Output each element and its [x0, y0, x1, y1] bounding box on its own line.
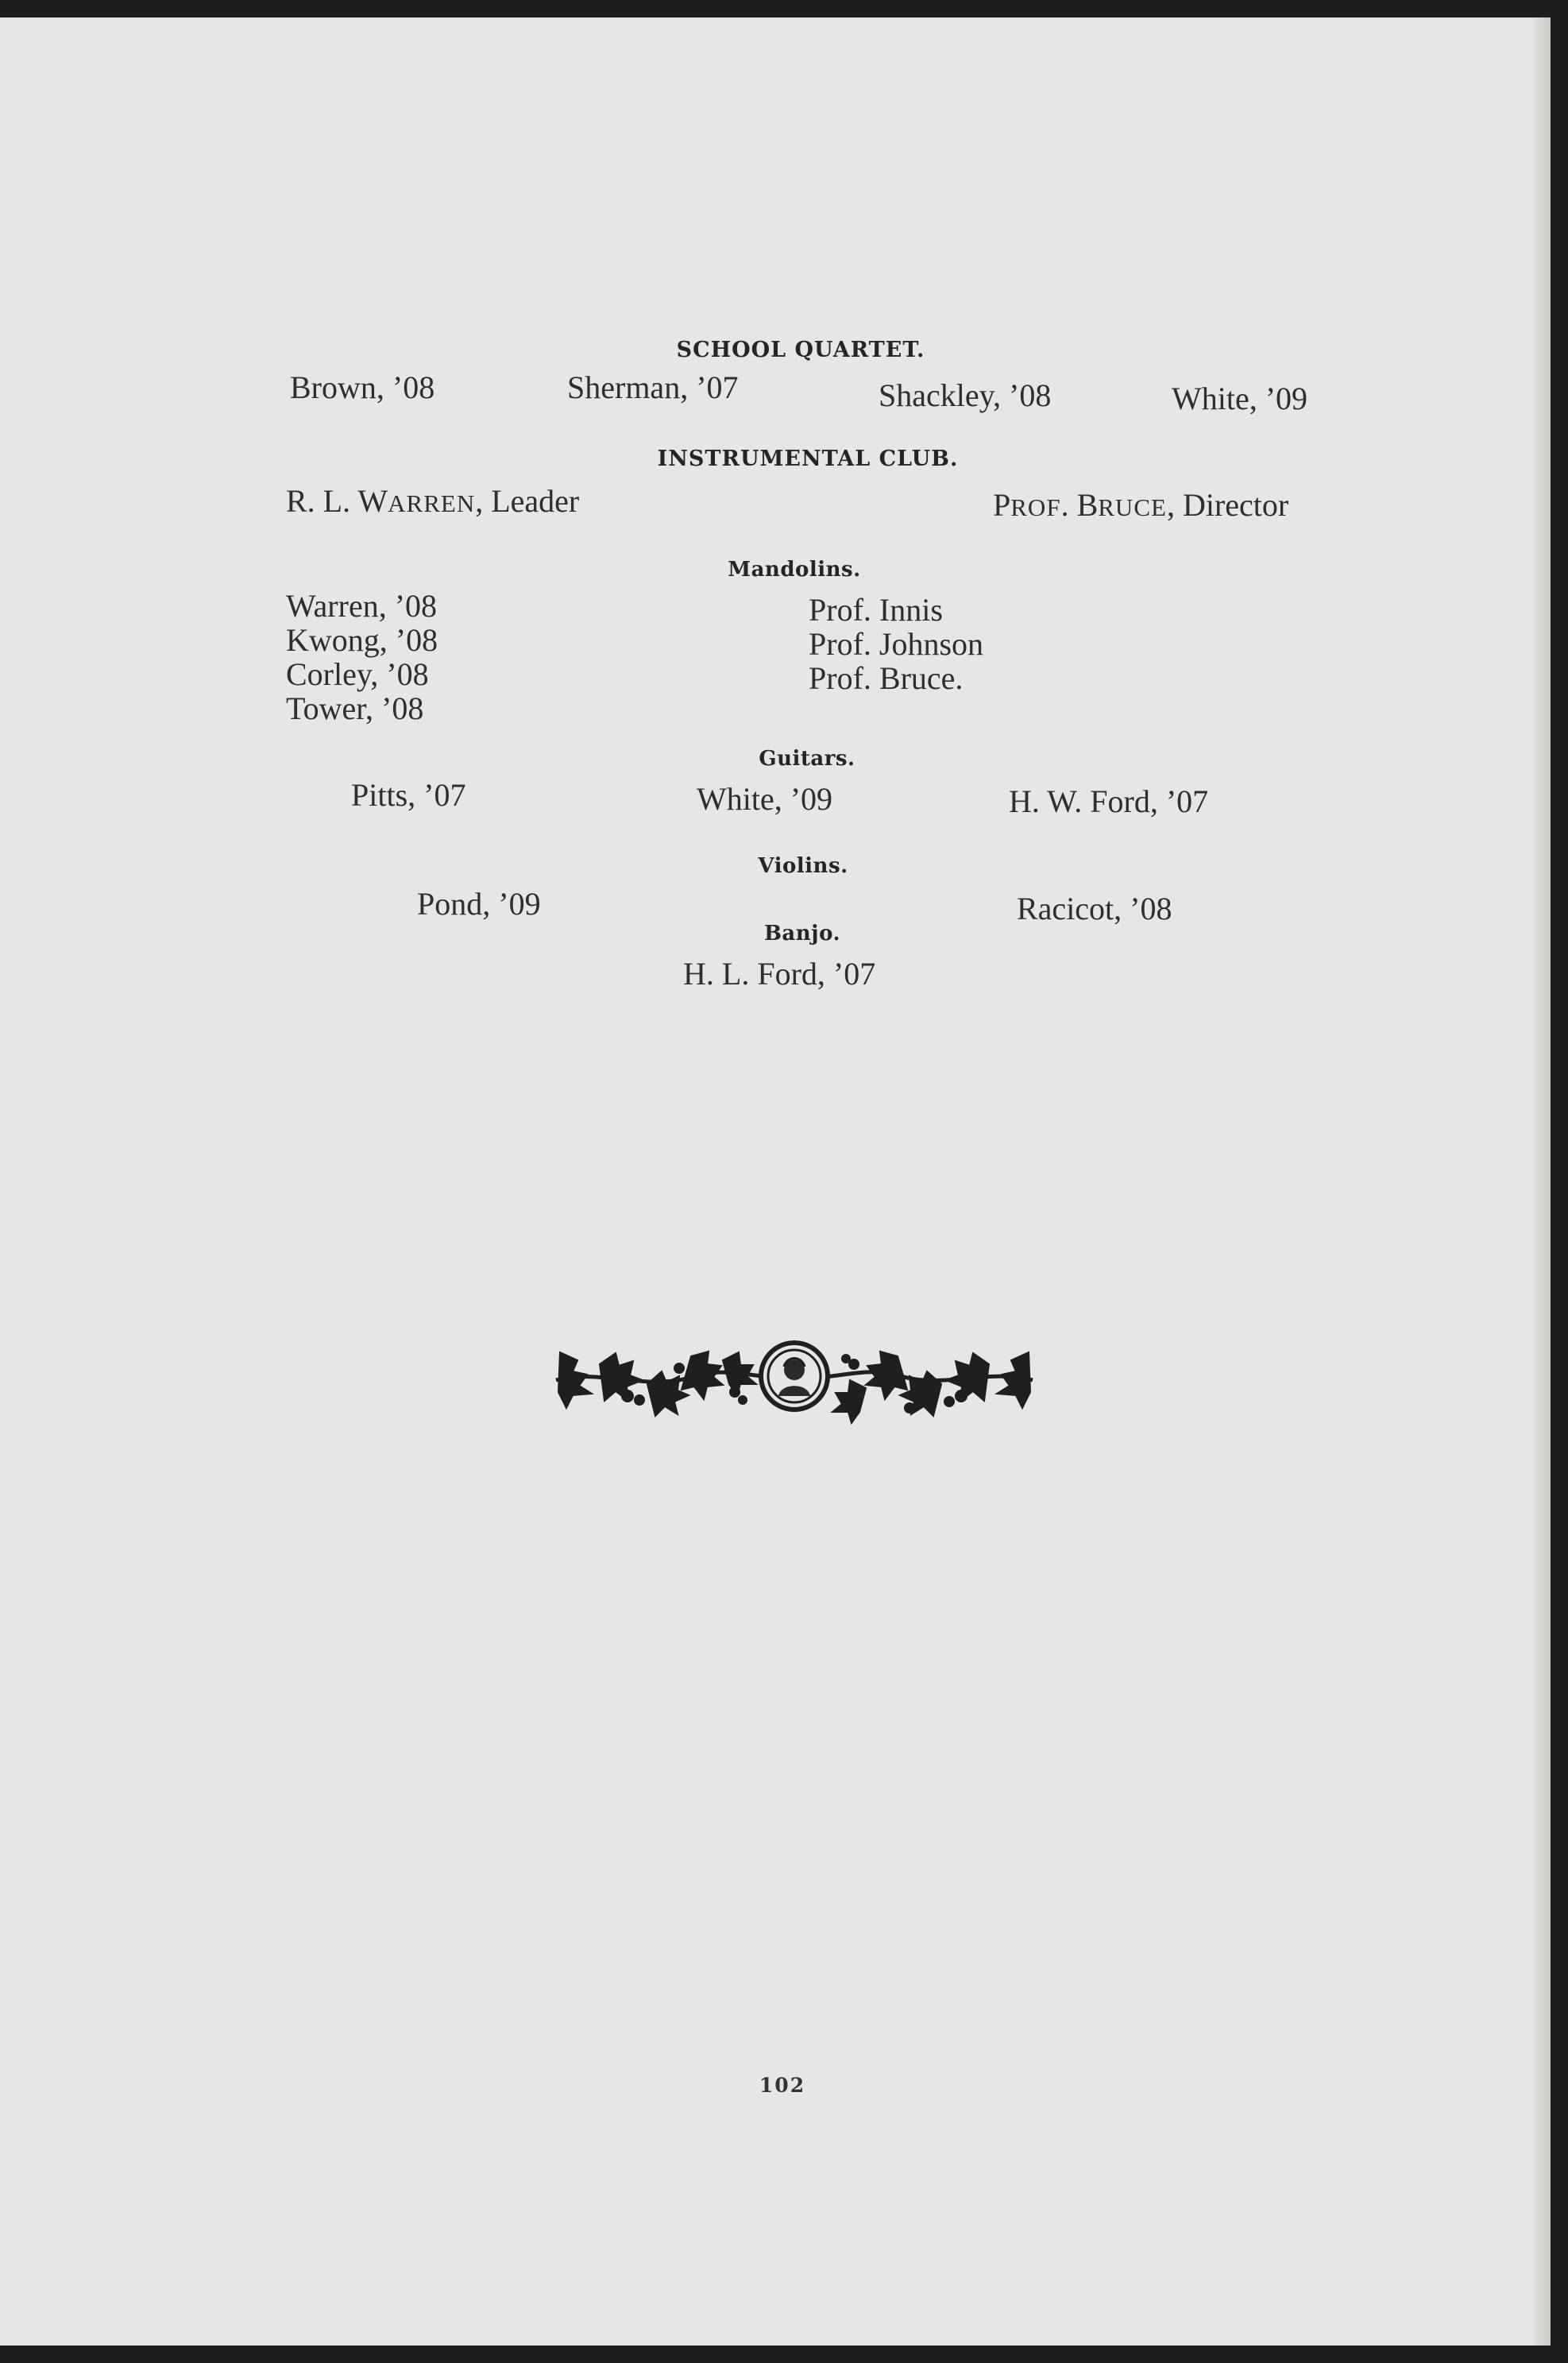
club-director: PROF. BRUCE, Director	[993, 487, 1289, 523]
holly-garland-ornament-icon	[552, 1321, 1037, 1432]
mandolin-player: Prof. Bruce.	[809, 660, 964, 696]
mandolin-player: Prof. Johnson	[809, 626, 984, 662]
guitar-player: White, ’09	[697, 781, 833, 817]
mandolins-heading: Mandolins.	[728, 558, 861, 582]
violin-player: Pond, ’09	[417, 886, 541, 922]
violins-heading: Violins.	[758, 854, 848, 878]
quartet-member: White, ’09	[1172, 381, 1308, 416]
guitar-player: Pitts, ’07	[351, 777, 466, 813]
guitar-player: H. W. Ford, ’07	[1009, 783, 1209, 819]
violin-player: Racicot, ’08	[1017, 891, 1172, 926]
club-heading: INSTRUMENTAL CLUB.	[657, 447, 959, 471]
quartet-member: Brown, ’08	[290, 369, 435, 405]
banjo-heading: Banjo.	[763, 922, 841, 946]
mandolin-player: Tower, ’08	[286, 690, 424, 726]
guitars-heading: Guitars.	[759, 747, 855, 771]
quartet-heading: SCHOOL QUARTET.	[676, 338, 925, 362]
mandolin-player: Prof. Innis	[809, 592, 943, 628]
banjo-player: H. L. Ford, ’07	[683, 956, 876, 992]
quartet-member: Shackley, ’08	[879, 377, 1052, 413]
book-page	[0, 17, 1551, 2346]
mandolin-player: Corley, ’08	[286, 656, 429, 692]
quartet-member: Sherman, ’07	[567, 369, 739, 405]
club-leader: R. L. WARREN, Leader	[286, 483, 580, 519]
mandolin-player: Kwong, ’08	[286, 622, 438, 658]
page-number: 102	[759, 2074, 806, 2097]
mandolin-player: Warren, ’08	[286, 588, 438, 624]
